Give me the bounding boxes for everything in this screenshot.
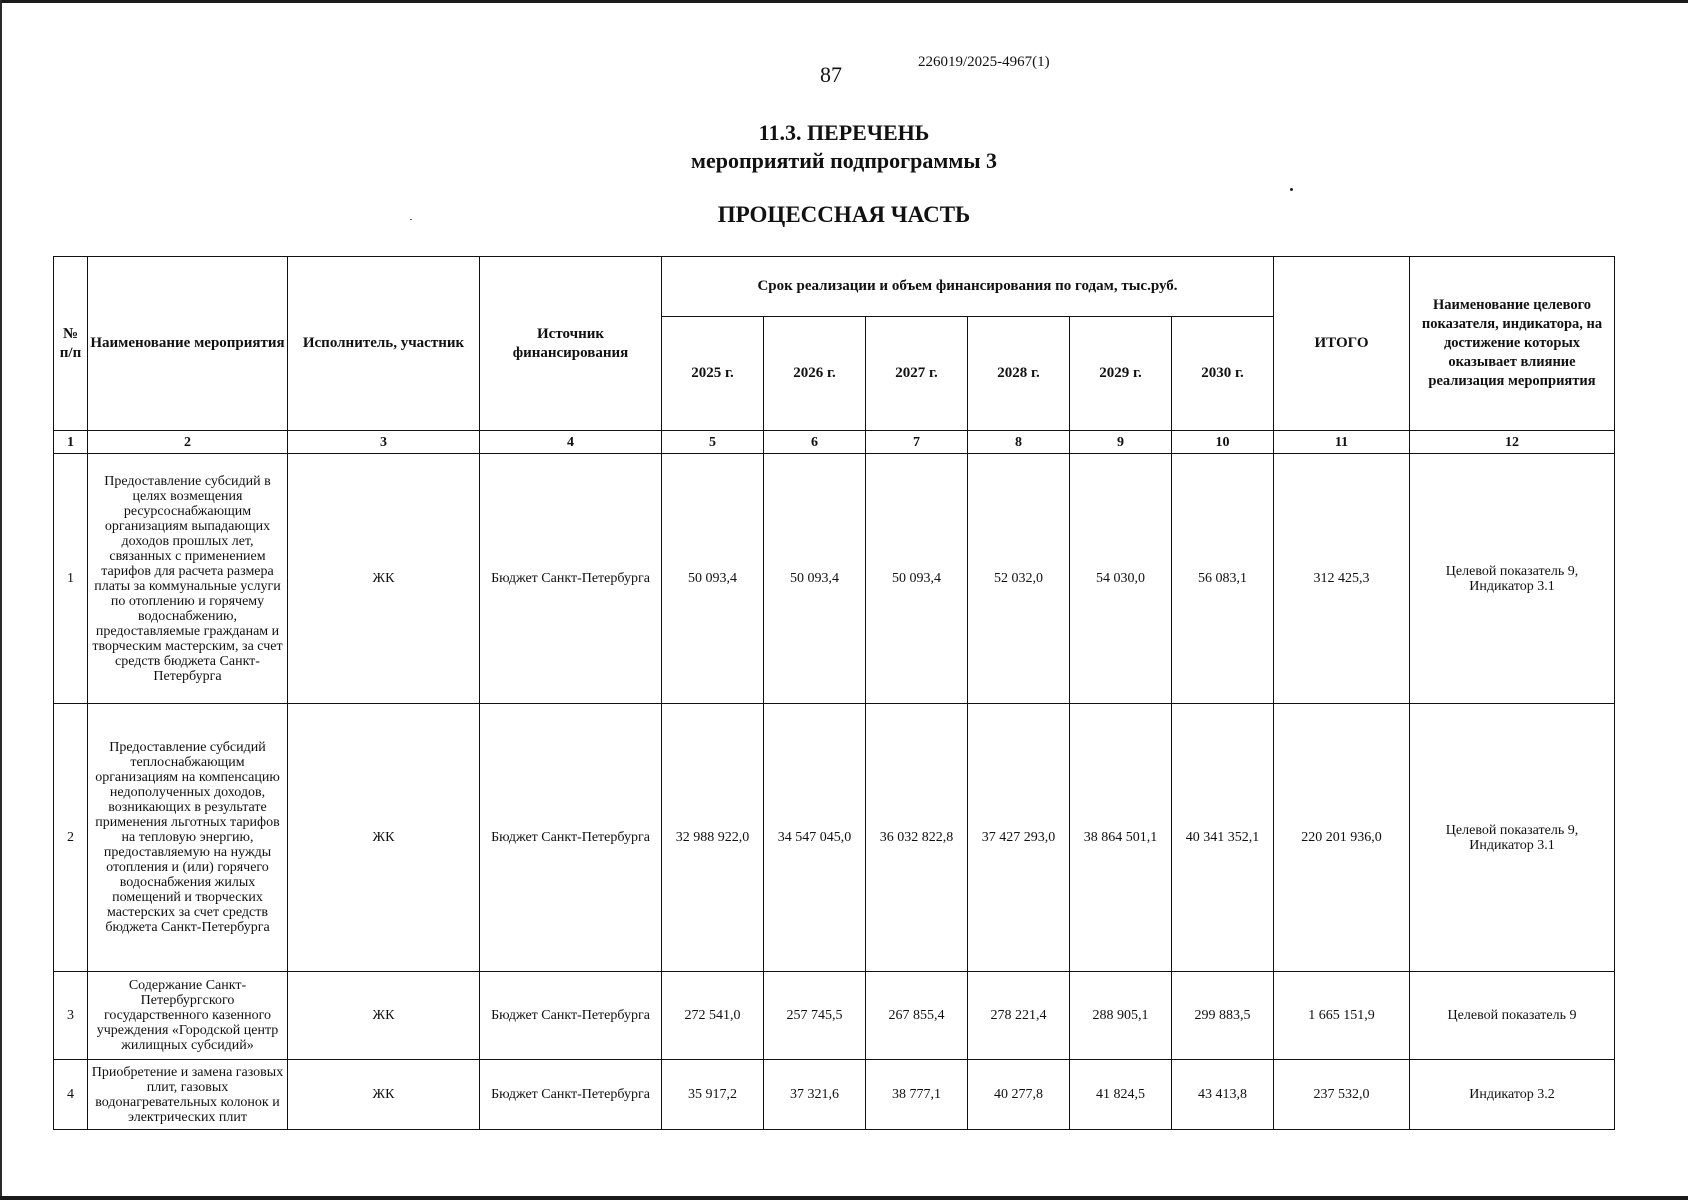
row-target: Целевой показатель 9 [1410, 972, 1615, 1060]
row-value-2026: 50 093,4 [764, 454, 866, 704]
row-value-2025: 272 541,0 [662, 972, 764, 1060]
header-num: № п/п [54, 257, 88, 431]
document-id: 226019/2025-4967(1) [918, 54, 1050, 70]
column-number: 9 [1070, 431, 1172, 454]
header-year-2027: 2027 г. [866, 317, 968, 431]
row-total: 237 532,0 [1274, 1060, 1410, 1130]
scan-speck [1290, 188, 1293, 191]
column-number: 12 [1410, 431, 1615, 454]
row-value-2028: 37 427 293,0 [968, 704, 1070, 972]
row-name: Приобретение и замена газовых плит, газовых водонагревательных колонок и электрических плит [88, 1060, 288, 1130]
row-value-2029: 41 824,5 [1070, 1060, 1172, 1130]
row-value-2027: 36 032 822,8 [866, 704, 968, 972]
list-title: 11.3. ПЕРЕЧЕНЬ [758, 120, 930, 145]
row-source: Бюджет Санкт-Петербурга [480, 972, 662, 1060]
row-num: 3 [54, 972, 88, 1060]
row-value-2025: 35 917,2 [662, 1060, 764, 1130]
row-num: 4 [54, 1060, 88, 1130]
table-row [54, 1060, 1615, 1130]
column-number: 2 [88, 431, 288, 454]
measures-table [53, 256, 1615, 1130]
header-source: Источник финансирования [480, 257, 662, 431]
column-number: 6 [764, 431, 866, 454]
section-title: ПРОЦЕССНАЯ ЧАСТЬ [717, 202, 971, 227]
column-numbers-row [54, 431, 1615, 454]
row-value-2030: 299 883,5 [1172, 972, 1274, 1060]
header-year-2029: 2029 г. [1070, 317, 1172, 431]
column-number: 8 [968, 431, 1070, 454]
scan-speck [410, 219, 412, 220]
row-value-2028: 52 032,0 [968, 454, 1070, 704]
column-number: 3 [288, 431, 480, 454]
row-value-2027: 50 093,4 [866, 454, 968, 704]
row-source: Бюджет Санкт-Петербурга [480, 454, 662, 704]
row-value-2025: 50 093,4 [662, 454, 764, 704]
row-value-2026: 34 547 045,0 [764, 704, 866, 972]
header-year-2026: 2026 г. [764, 317, 866, 431]
row-value-2026: 37 321,6 [764, 1060, 866, 1130]
row-executor: ЖК [288, 972, 480, 1060]
column-number: 4 [480, 431, 662, 454]
row-value-2030: 43 413,8 [1172, 1060, 1274, 1130]
header-target: Наименование целевого показателя, индикатора, на достижение которых оказывает влияние реализация мероприятия [1410, 257, 1615, 431]
header-name: Наименование мероприятия [88, 257, 288, 431]
scan-border-top [0, 0, 1688, 3]
row-value-2029: 38 864 501,1 [1070, 704, 1172, 972]
row-num: 1 [54, 454, 88, 704]
header-executor: Исполнитель, участник [288, 257, 480, 431]
row-value-2025: 32 988 922,0 [662, 704, 764, 972]
row-target: Целевой показатель 9, Индикатор 3.1 [1410, 454, 1615, 704]
column-number: 7 [866, 431, 968, 454]
row-value-2030: 40 341 352,1 [1172, 704, 1274, 972]
row-value-2026: 257 745,5 [764, 972, 866, 1060]
column-number: 5 [662, 431, 764, 454]
row-total: 1 665 151,9 [1274, 972, 1410, 1060]
row-value-2029: 54 030,0 [1070, 454, 1172, 704]
column-number: 1 [54, 431, 88, 454]
list-subtitle: мероприятий подпрограммы 3 [690, 148, 998, 173]
header-period-group: Срок реализации и объем финансирования по годам, тыс.руб. [662, 257, 1274, 317]
row-value-2027: 267 855,4 [866, 972, 968, 1060]
header-year-2030: 2030 г. [1172, 317, 1274, 431]
header-year-2028: 2028 г. [968, 317, 1070, 431]
row-source: Бюджет Санкт-Петербурга [480, 1060, 662, 1130]
row-name: Предоставление субсидий теплоснабжающим организациям на компенсацию недополученных доходов, возникающих в результате применения льготных тарифов на тепловую энергию, предоставляемую на нужды отопления и (или) горячего водоснабжения жилых помещений и творческих мастерских за счет средств бюджета Санкт-Петербурга [88, 704, 288, 972]
row-name: Содержание Санкт-Петербургского государственного казенного учреждения «Городской центр жилищных субсидий» [88, 972, 288, 1060]
column-number: 10 [1172, 431, 1274, 454]
row-value-2029: 288 905,1 [1070, 972, 1172, 1060]
header-total: ИТОГО [1274, 257, 1410, 431]
row-value-2027: 38 777,1 [866, 1060, 968, 1130]
row-target: Целевой показатель 9, Индикатор 3.1 [1410, 704, 1615, 972]
row-executor: ЖК [288, 454, 480, 704]
page-number: 87 [820, 62, 842, 87]
row-value-2028: 40 277,8 [968, 1060, 1070, 1130]
row-value-2028: 278 221,4 [968, 972, 1070, 1060]
row-total: 312 425,3 [1274, 454, 1410, 704]
table-row [54, 972, 1615, 1060]
row-executor: ЖК [288, 704, 480, 972]
table-row [54, 454, 1615, 704]
row-name: Предоставление субсидий в целях возмещения ресурсоснабжающим организациям выпадающих доходов прошлых лет, связанных с применением тарифов для расчета размера платы за коммунальные услуги по отоплению и горячему водоснабжению, предоставляемые гражданам и творческим мастерским, за счет средств бюджета Санкт-Петербурга [88, 454, 288, 704]
row-num: 2 [54, 704, 88, 972]
row-total: 220 201 936,0 [1274, 704, 1410, 972]
header-year-2025: 2025 г. [662, 317, 764, 431]
scan-border-left [0, 0, 2, 1200]
table-row [54, 704, 1615, 972]
header-row-1 [54, 257, 1615, 317]
row-executor: ЖК [288, 1060, 480, 1130]
row-target: Индикатор 3.2 [1410, 1060, 1615, 1130]
row-source: Бюджет Санкт-Петербурга [480, 704, 662, 972]
row-value-2030: 56 083,1 [1172, 454, 1274, 704]
scan-border-bottom [0, 1196, 1688, 1200]
column-number: 11 [1274, 431, 1410, 454]
